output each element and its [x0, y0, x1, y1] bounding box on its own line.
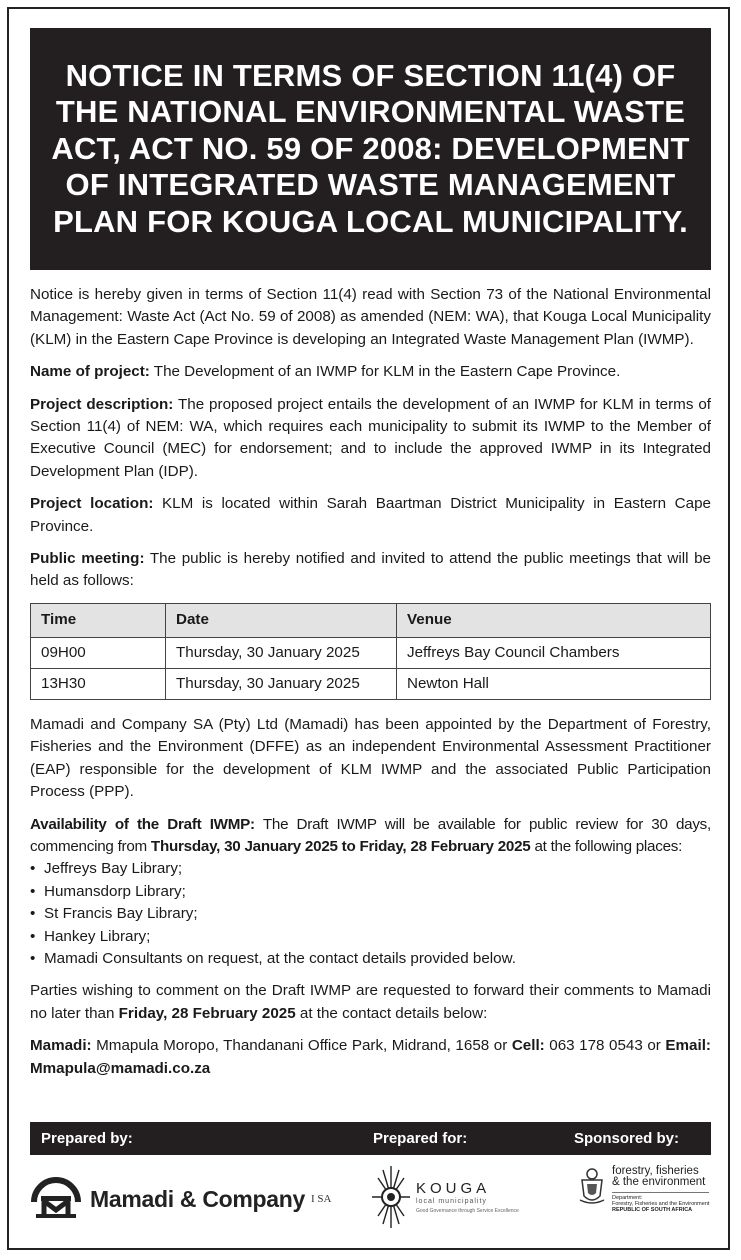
project-location-paragraph [30, 493, 711, 538]
dffe-department-name: Forestry, Fisheries and the Environment [612, 1201, 710, 1207]
list-item [30, 881, 711, 903]
column-header-venue: Venue [397, 603, 711, 637]
email-label: Email: [665, 1037, 711, 1055]
public-meeting-label: Public meeting: [30, 550, 145, 568]
column-header-time: Time [31, 603, 166, 637]
meeting-date: Thursday, 30 January 2025 [166, 637, 397, 668]
comments-deadline: Friday, 28 February 2025 [118, 1004, 296, 1022]
cell-number: 063 178 0543 or [544, 1037, 661, 1055]
dffe-name-line2: & the environment [612, 1176, 706, 1188]
bullet: • [30, 882, 36, 900]
project-description-text: The proposed project entails the development of an IWMP for KLM in terms of Section 11(4) of NEM: WA, which requires each municipality to submit its IWMP to the Member of Executive Council (MEC) for endorsement; and to include the approved IWMP in its Integrated Development Plan (IDP). [30, 395, 711, 480]
availability-text: The Draft IWMP will be available for public review for 30 days, commencing from [30, 815, 711, 855]
dffe-republic: REPUBLIC OF SOUTH AFRICA [612, 1207, 693, 1213]
sponsored-by-label: Sponsored by: [574, 1130, 680, 1147]
mamadi-m-icon [30, 1176, 82, 1222]
contact-paragraph [30, 1035, 711, 1080]
comments-text-end: at the contact details below: [295, 1004, 488, 1022]
meeting-time: 09H00 [31, 637, 166, 668]
logos-row [30, 1160, 711, 1240]
prepared-for-label: Prepared for: [373, 1130, 468, 1147]
contact-address: Mmapula Moropo, Thandanani Office Park, Midrand, 1658 or [91, 1037, 512, 1055]
list-item [30, 926, 711, 948]
bullet: • [30, 949, 36, 967]
appointment-paragraph: Mamadi and Company SA (Pty) Ltd (Mamadi) has been appointed by the Department of Forestry, Fisheries and the Environment (DFFE) as an independent Environmental Assessment Practitioner (EAP) responsible for the development of KLM IWMP and the associated Public Participation Process (PPP). [30, 715, 711, 801]
kouga-subtitle: local municipality [416, 1198, 487, 1205]
list-item [30, 858, 711, 880]
notice-body [30, 284, 711, 1090]
place-name: Mamadi Consultants on request, at the contact details provided below. [44, 949, 516, 967]
availability-label: Availability of the Draft IWMP: [30, 815, 255, 833]
place-name: Humansdorp Library; [44, 882, 186, 900]
project-location-label: Project location: [30, 495, 154, 513]
notice-title: NOTICE IN TERMS OF SECTION 11(4) OF THE NATIONAL ENVIRONMENTAL WASTE ACT, ACT NO. 59 OF 2008: DEVELOPMENT OF INTEGRATED WASTE MANAGEMENT PLAN FOR KOUGA LOCAL MUNICIPALITY. [51, 57, 690, 239]
place-name: St Francis Bay Library; [44, 905, 198, 923]
kouga-tagline: Good Governance through Service Excellence [416, 1208, 519, 1214]
comments-paragraph [30, 980, 711, 1025]
intro-paragraph: Notice is hereby given in terms of Section 11(4) read with Section 73 of the National Environmental Management: Waste Act (Act No. 59 of 2008) as amended (NEM: WA), that Kouga Local Municipality (KLM) in the Eastern Cape Province is developing an Integrated Waste Management Plan (IWMP). [30, 286, 711, 348]
comments-text: Parties wishing to comment on the Draft IWMP are requested to forward their comments to Mamadi no later than [30, 982, 711, 1022]
prepared-by-label: Prepared by: [41, 1130, 133, 1147]
project-name-label: Name of project: [30, 363, 150, 381]
cell-label: Cell: [511, 1037, 545, 1055]
mamadi-logo [30, 1174, 332, 1224]
bullet: • [30, 860, 36, 878]
list-item [30, 948, 711, 970]
project-name-paragraph [30, 361, 711, 383]
kouga-logo [370, 1164, 519, 1230]
availability-dates: Thursday, 30 January 2025 to Friday, 28 February 2025 [150, 837, 531, 855]
places-list [30, 858, 711, 970]
title-banner [30, 28, 711, 270]
table-row [31, 668, 711, 699]
contact-label: Mamadi: [30, 1037, 92, 1055]
kouga-name: KOUGA [416, 1180, 491, 1197]
public-meeting-text: The public is hereby notified and invited to attend the public meetings that will be held as follows: [30, 550, 712, 590]
coat-of-arms-icon [578, 1166, 606, 1206]
list-item [30, 903, 711, 925]
public-meeting-paragraph [30, 548, 711, 593]
meeting-date: Thursday, 30 January 2025 [166, 668, 397, 699]
table-row [31, 637, 711, 668]
place-name: Hankey Library; [44, 927, 151, 945]
project-description-paragraph [30, 394, 711, 484]
kouga-star-icon [370, 1164, 412, 1230]
project-location-text: KLM is located within Sarah Baartman District Municipality in Eastern Cape Province. [30, 495, 711, 535]
footer-bar [30, 1122, 711, 1155]
meetings-table [30, 603, 711, 700]
project-name-text: The Development of an IWMP for KLM in the Eastern Cape Province. [149, 363, 621, 381]
meeting-venue: Newton Hall [397, 668, 711, 699]
table-header-row [31, 603, 711, 637]
availability-paragraph [30, 814, 711, 859]
bullet: • [30, 927, 36, 945]
place-name: Jeffreys Bay Library; [44, 860, 183, 878]
column-header-date: Date [166, 603, 397, 637]
meeting-venue: Jeffreys Bay Council Chambers [397, 637, 711, 668]
mamadi-name: Mamadi & Company [90, 1185, 306, 1212]
project-description-label: Project description: [30, 395, 174, 413]
dffe-department: Department: [612, 1195, 643, 1201]
meeting-time: 13H30 [31, 668, 166, 699]
dffe-name-line1: forestry, fisheries [612, 1165, 699, 1177]
availability-text-end: at the following places: [530, 837, 683, 855]
mamadi-suffix: I SA [311, 1193, 332, 1205]
dffe-logo [578, 1166, 709, 1213]
email-address[interactable]: Mmapula@mamadi.co.za [30, 1059, 211, 1077]
bullet: • [30, 905, 36, 923]
